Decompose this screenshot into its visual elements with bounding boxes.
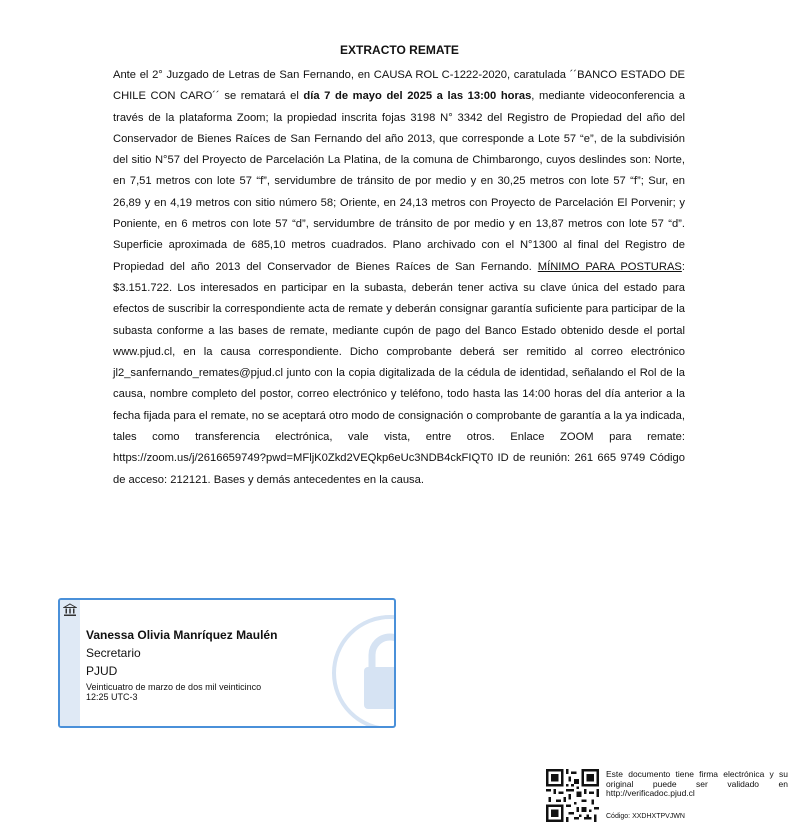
- signer-name: Vanessa Olivia Manríquez Maulén: [86, 628, 278, 642]
- document-title: EXTRACTO REMATE: [340, 43, 459, 57]
- qr-code-icon: [546, 769, 599, 822]
- body-conditions: : $3.151.722. Los interesados en participar en la subasta, deberán tener activa su clave única del estado para efectos de suscribir la correspondiente acta de remate y deberán consignar garantía suficiente para participar de la subasta conforme a las bases de remate, mediante cupón de pago del Banco Estado obtenido desde el portal www.pjud.cl, en la causa correspondiente. Dicho comprobante deberá ser remitido al correo electrónico jl2_sanfernando_remates@pjud.cl junto con la copia digitalizada de la cédula de identidad, señalando el Rol de la causa, nombre completo del postor, correo electrónico y teléfono, todo hasta las 14:00 horas del día anterior a la fecha fijada para el remate, no se aceptará otro modo de consignación o comprobante de garantía a la ya indicada, tales como transferencia electrónica, vale vista, entre otros. Enlace ZOOM para remate: https://zoom.us/j/2616659749?pwd=MFljK0Zkd2VEQkp6eUc3NDB4ckFIQT0 ID de reunión: 261 665 9749 Código de acceso: 212121. Bases y demás antecedentes en la causa.: [113, 260, 685, 486]
- auction-date: día 7 de mayo del 2025 a las 13:00 horas: [303, 90, 532, 103]
- verification-note: Este documento tiene firma electrónica y su original puede ser validado en http://verificadoc.pjud.cl: [606, 769, 788, 798]
- lock-icon: [330, 613, 396, 728]
- body-property: , mediante videoconferencia a través de la plataforma Zoom; la propiedad inscrita fojas 3198 N° 3342 del Registro de Propiedad del año del Conservador de Bienes Raíces de San Fernando del año 2013, que corresponde a Lote 57 “e”, de la subdivisión del sitio N°57 del Proyecto de Parcelación La Platina, de la comuna de Chimbarongo, cuyos deslindes son: Norte, en 7,51 metros con lote 57 “f”, servidumbre de tránsito de por medio y en 30,25 metros con lote 57 “f”; Sur, en 26,89 y en 4,19 metros con sitio número 58; Oriente, en 24,13 metros con Proyecto de Parcelación El Porvenir; y Poniente, en 6 metros con lote 57 “d”, servidumbre de tránsito de por medio y en 13,87 metros con lote 57 “d”. Superficie aproximada de 685,10 metros cuadrados. Plano archivado con el N°1300 al final del Registro de Propiedad del año 2013 del Conservador de Bienes Raíces de San Fernando.: [113, 90, 686, 273]
- bank-icon: [63, 603, 77, 617]
- verification-code: Código: XXDHXTPVJWN: [606, 813, 685, 820]
- signer-organization: PJUD: [86, 664, 118, 678]
- signature-time: 12:25 UTC-3: [86, 692, 138, 702]
- signer-role: Secretario: [86, 646, 141, 660]
- body-intro: Ante el 2° Juzgado de Letras de San Fernando, en CAUSA ROL C-1222-2020, caratulada ´´BANCO ESTADO DE CHILE CON CARO´´ se rematará el: [113, 69, 685, 103]
- signature-box: [58, 598, 396, 728]
- minimum-bid-label: MÍNIMO PARA POSTURAS: [537, 260, 682, 273]
- signature-timestamp: [86, 682, 261, 702]
- signature-date: Veinticuatro de marzo de dos mil veinticinco: [86, 682, 262, 692]
- document-body: [113, 65, 685, 491]
- signature-stripe: [60, 600, 80, 726]
